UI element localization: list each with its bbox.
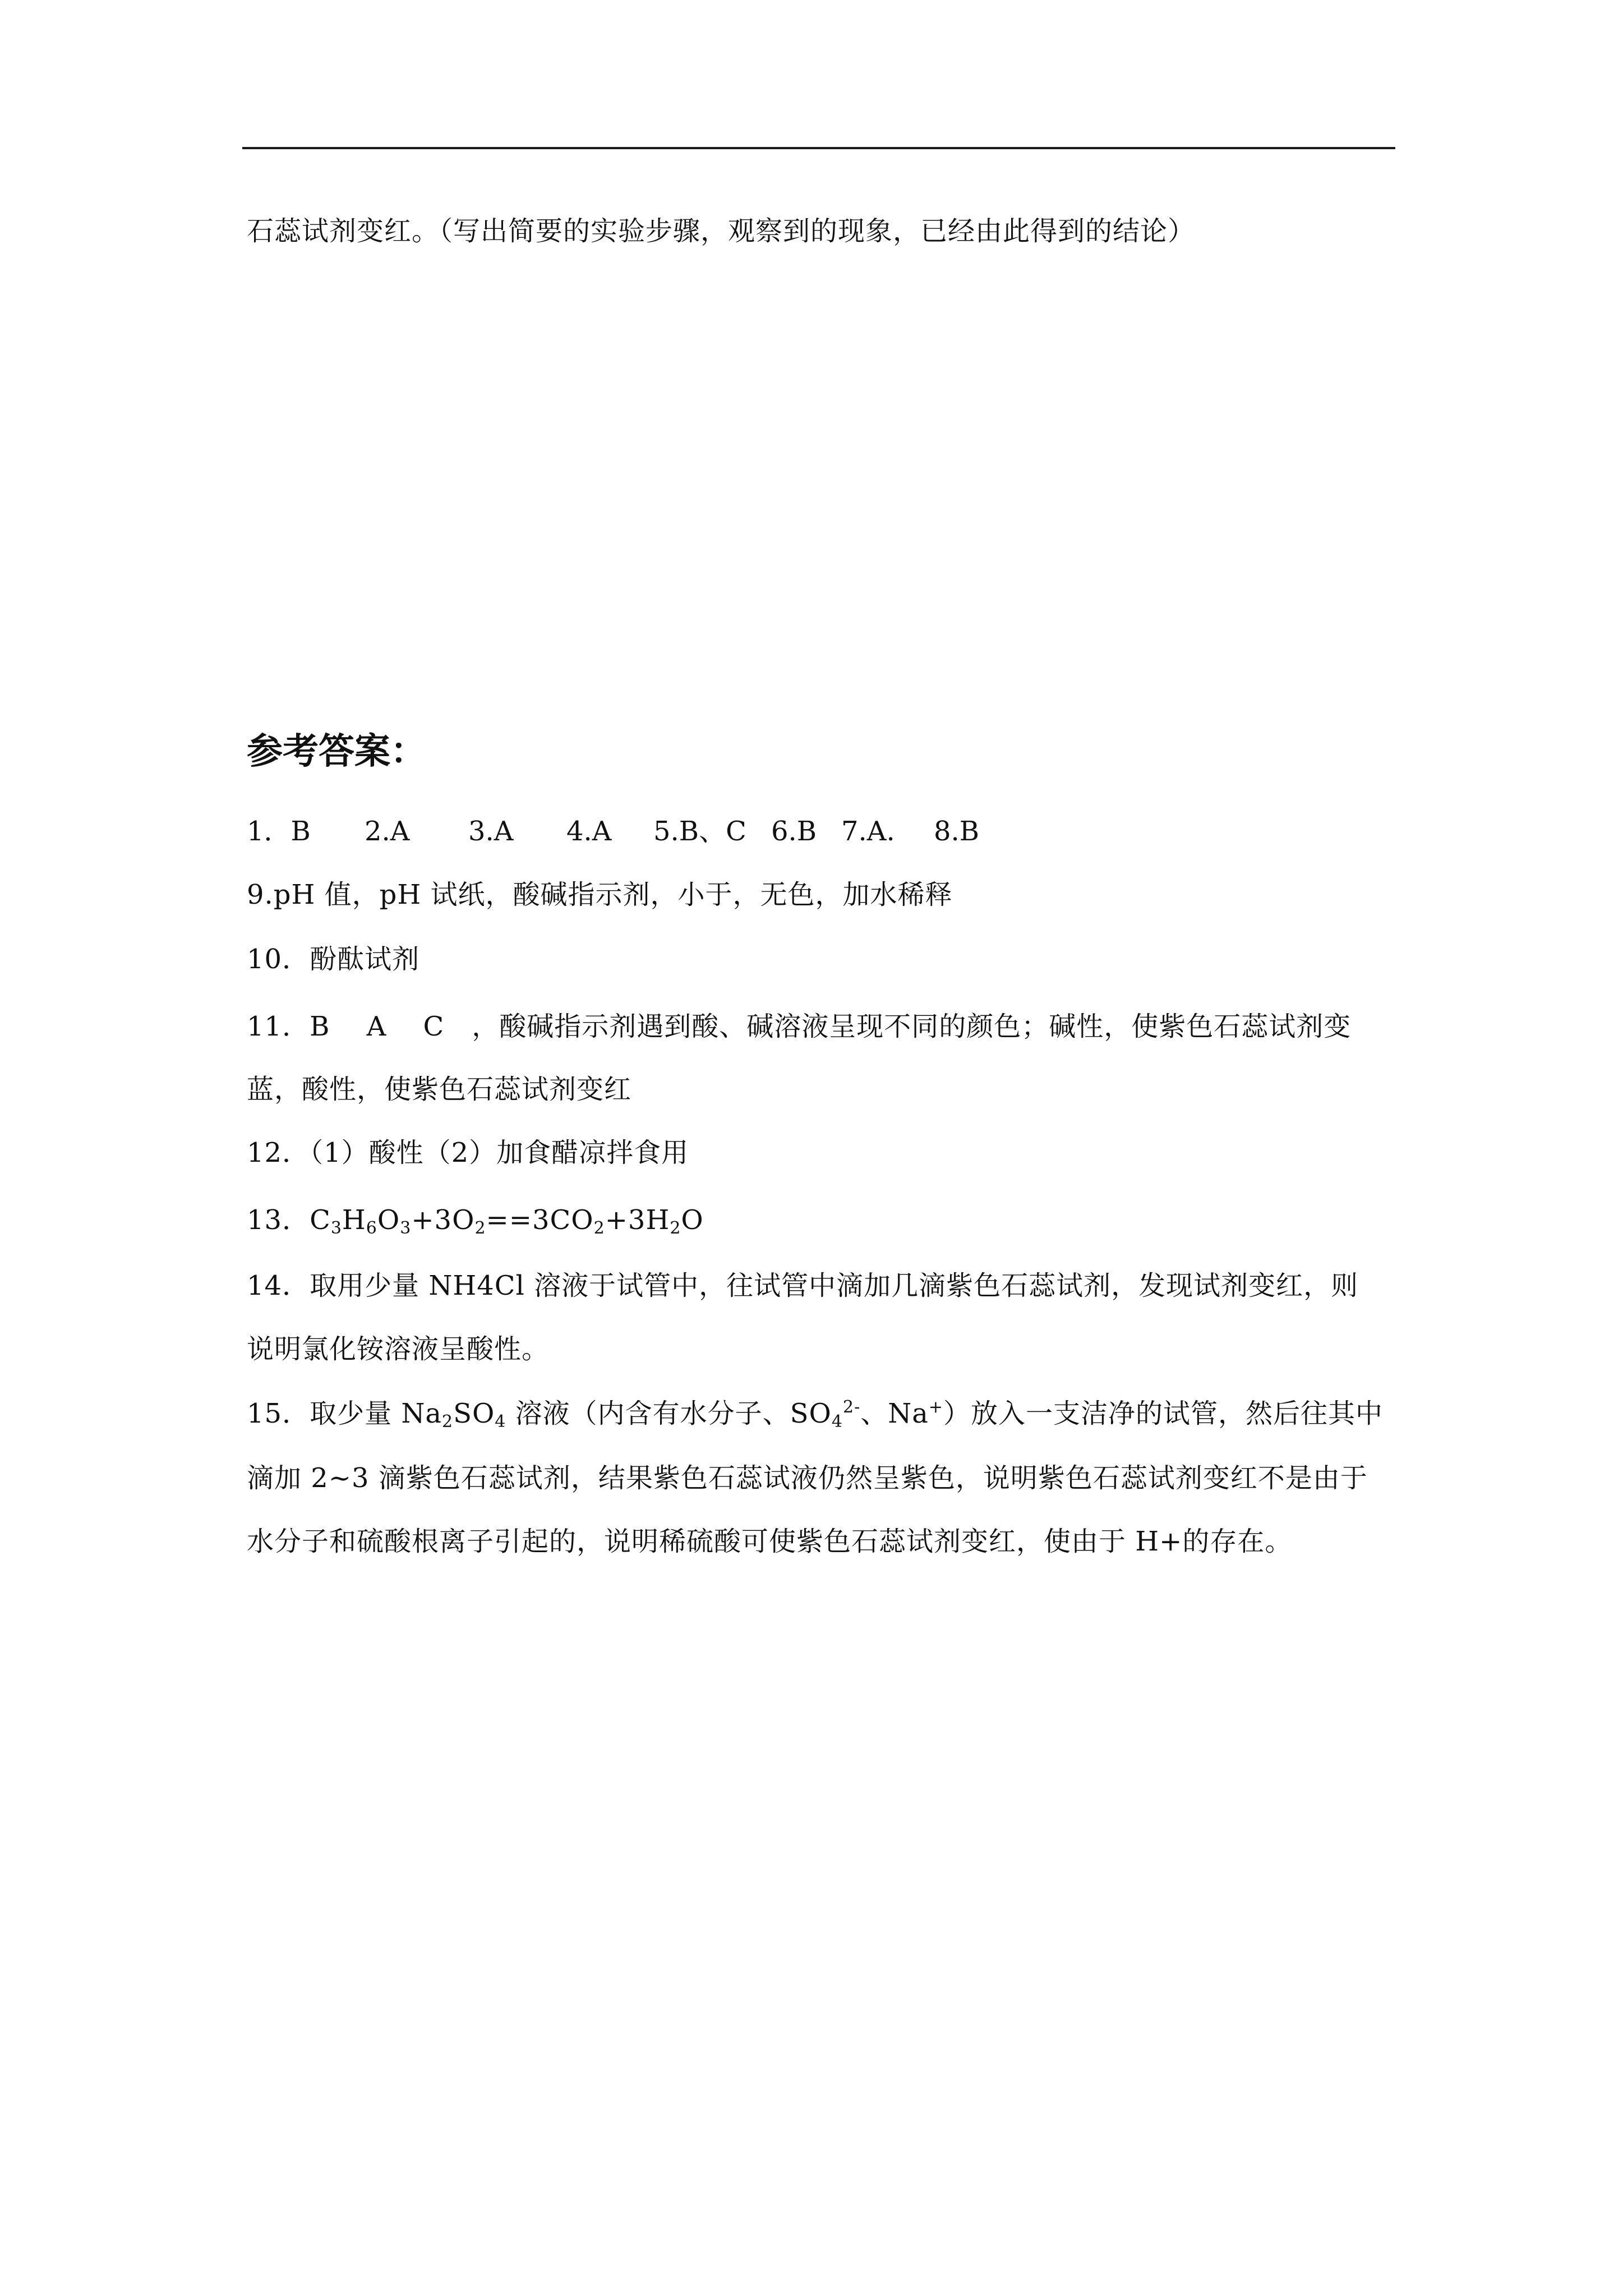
- answers-heading: 参考答案：: [247, 731, 426, 772]
- question-continuation-text: 石蕊试剂变红。（写出简要的实验步骤，观察到的现象，已经由此得到的结论）: [247, 215, 1196, 247]
- answer-1: 1．B: [247, 816, 311, 847]
- answer-14-line-1: 14．取用少量 NH4Cl 溶液于试管中，往试管中滴加几滴紫色石蕊试剂，发现试剂变红，则: [247, 1270, 1359, 1301]
- answer-15-line-2: 滴加 2~3 滴紫色石蕊试剂，结果紫色石蕊试液仍然呈紫色，说明紫色石蕊试剂变红不是由于: [247, 1462, 1368, 1494]
- answer-11-line-2: 蓝，酸性，使紫色石蕊试剂变红: [247, 1074, 632, 1105]
- answer-15-line-3: 水分子和硫酸根离子引起的，说明稀硫酸可使紫色石蕊试剂变红，使由于 H+的存在。: [247, 1526, 1293, 1557]
- answer-2: 2.A: [365, 816, 410, 847]
- mcq-answers-row: [247, 815, 1032, 848]
- eq-plus-o2: +3O: [411, 1204, 475, 1236]
- answer-15-line-1: [247, 1397, 1383, 1430]
- a15-sub-3: 4: [831, 1412, 843, 1432]
- eq-h2-sub: 2: [670, 1218, 681, 1238]
- eq-co2-sub: 2: [593, 1218, 605, 1238]
- answer-11-line-1: 11．B A C ，酸碱指示剂遇到酸、碱溶液呈现不同的颜色；碱性，使紫色石蕊试剂变: [247, 1011, 1352, 1042]
- eq-h-sub: 6: [366, 1218, 377, 1238]
- answer-6: 6.B: [771, 816, 817, 847]
- answer-4: 4.A: [566, 816, 612, 847]
- eq-equals-co2: ==3CO: [486, 1204, 594, 1236]
- eq-h: H: [342, 1204, 366, 1236]
- a15-sub-2: 4: [495, 1412, 506, 1432]
- a15-text-1: 15．取少量 Na: [247, 1398, 442, 1429]
- eq-o-sub: 3: [400, 1218, 412, 1238]
- answer-12: 12．（1）酸性（2）加食醋凉拌食用: [247, 1137, 689, 1168]
- a15-sup-2: +: [928, 1397, 943, 1417]
- answer-9: 9.pH 值，pH 试纸，酸碱指示剂，小于，无色，加水稀释: [247, 879, 953, 910]
- answer-8: 8.B: [934, 816, 980, 847]
- answer-5: 5.B、C: [653, 816, 746, 847]
- a15-sup-1: 2-: [842, 1397, 861, 1417]
- a15-text-4: 、Na: [860, 1398, 929, 1429]
- answer-7: 7.A.: [841, 816, 895, 847]
- eq-plus-h2o: +3H: [605, 1204, 670, 1236]
- answer-13-equation: [247, 1203, 704, 1237]
- eq-prefix: 13．: [247, 1204, 310, 1236]
- eq-c: C: [310, 1204, 331, 1236]
- a15-sub-1: 2: [441, 1412, 454, 1432]
- answer-10: 10．酚酞试剂: [247, 944, 420, 975]
- eq-tail: O: [681, 1204, 704, 1236]
- header-rule: [242, 147, 1395, 149]
- eq-o2-sub: 2: [474, 1218, 486, 1238]
- a15-text-2: SO: [453, 1398, 495, 1429]
- a15-text-3: 溶液（内含有水分子、SO: [506, 1398, 832, 1429]
- answer-14-line-2: 说明氯化铵溶液呈酸性。: [247, 1333, 550, 1365]
- answer-3: 3.A: [468, 816, 514, 847]
- eq-o: O: [377, 1204, 400, 1236]
- eq-c-sub: 3: [330, 1218, 342, 1238]
- a15-text-5: ）放入一支洁净的试管，然后往其中: [943, 1398, 1383, 1429]
